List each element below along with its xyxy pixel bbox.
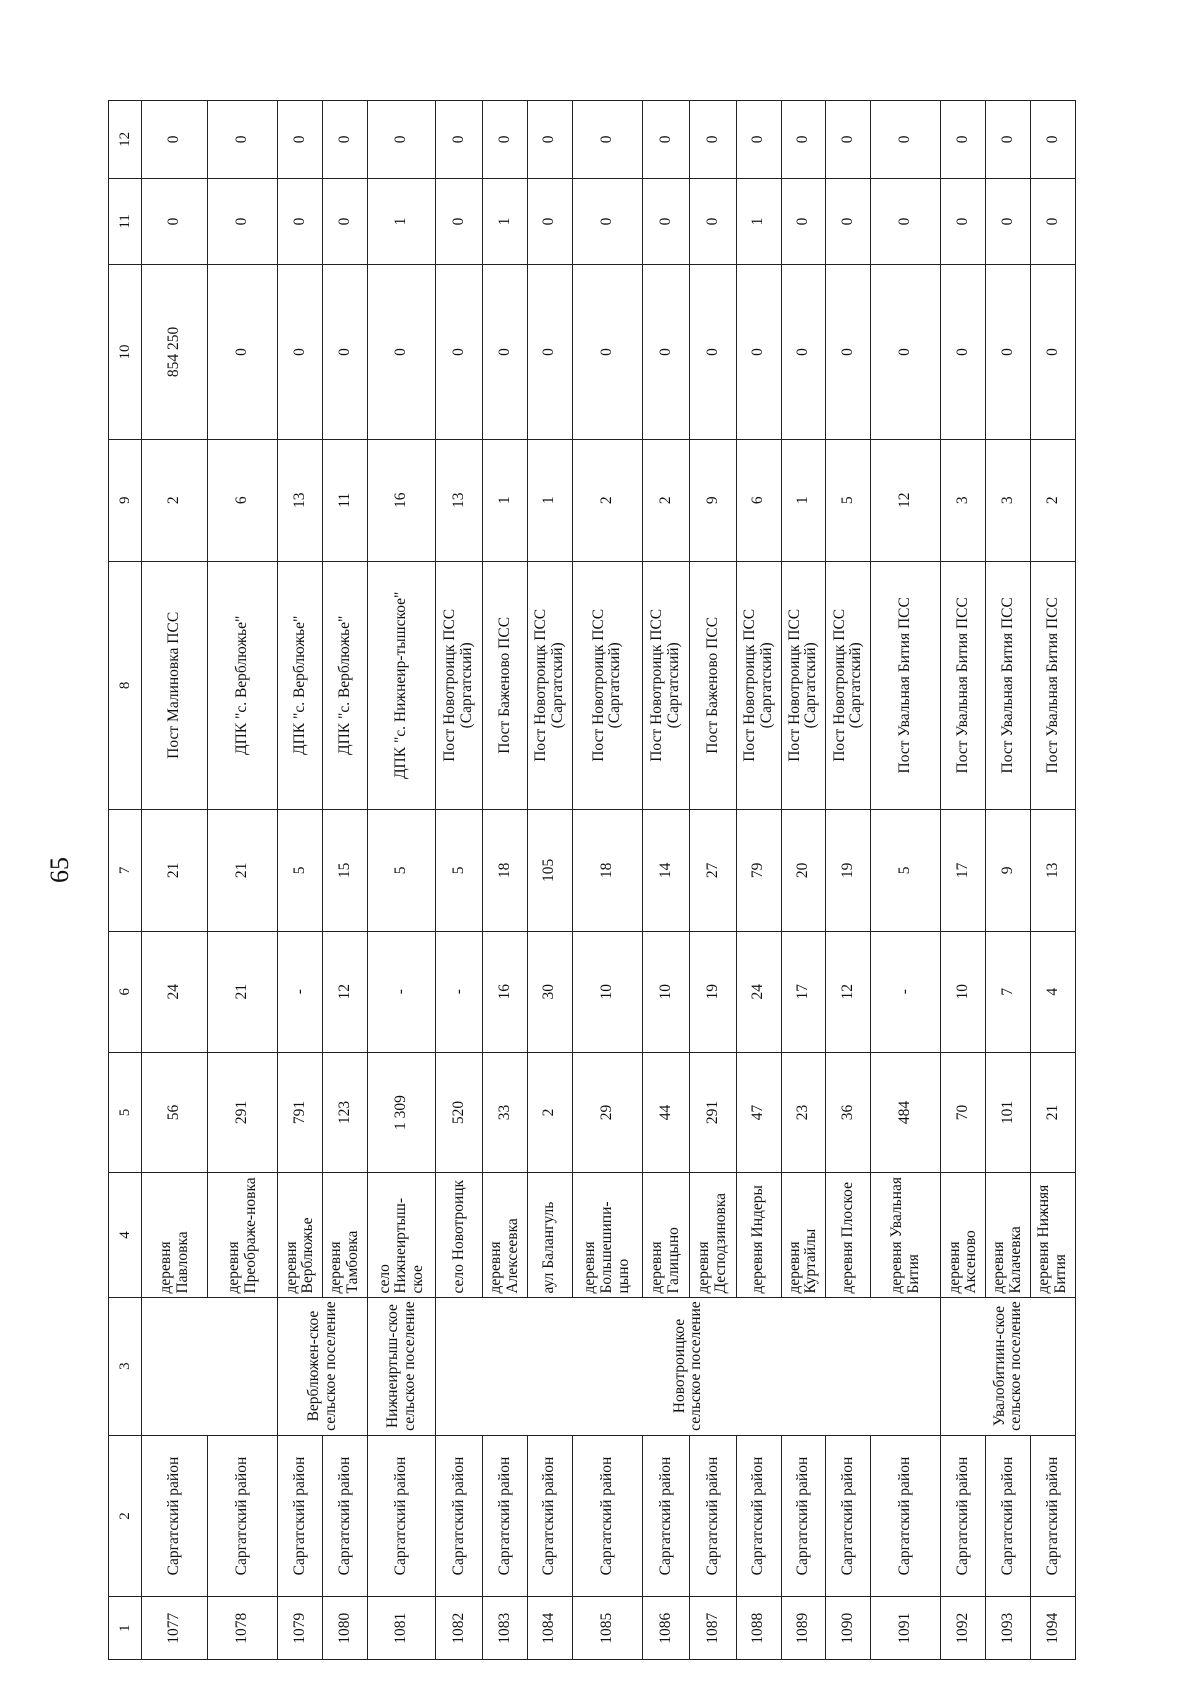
settlement-cell: деревня Павловка [142, 1173, 208, 1297]
value-cell: 10 [572, 931, 642, 1052]
fire-post-cell: Пост Баженово ПСС [483, 561, 528, 809]
settlement-cell: село Нижнеиртыш-ское [367, 1173, 435, 1297]
value-cell: 24 [736, 931, 781, 1052]
district-cell: Саргатский район [483, 1435, 528, 1597]
settlement-cell: деревня Куртайлы [781, 1173, 826, 1297]
value-cell: 123 [323, 1052, 368, 1173]
value-cell: 10 [941, 931, 986, 1052]
value-cell: 1 [483, 178, 528, 264]
district-cell: Саргатский район [323, 1435, 368, 1597]
settlement-cell: деревня Плоское [826, 1173, 871, 1297]
header-cell: 3 [109, 1297, 142, 1435]
settlement-cell: деревня Верблюжье [278, 1173, 323, 1297]
header-cell: 6 [109, 931, 142, 1052]
municipality-cell: Верблюжен-ское сельское поселение [278, 1297, 368, 1435]
settlement-cell: деревня Нижняя Бития [1031, 1173, 1076, 1297]
district-cell: Саргатский район [871, 1435, 941, 1597]
value-cell: 5 [826, 439, 871, 561]
district-cell: Саргатский район [142, 1435, 208, 1597]
value-cell: 0 [941, 101, 986, 179]
value-cell: 0 [208, 101, 278, 179]
fire-post-cell: Пост Новотроицк ПСС (Саргатский) [436, 561, 483, 809]
row-number: 1089 [781, 1597, 826, 1660]
value-cell: 0 [278, 101, 323, 179]
value-cell: 9 [689, 439, 736, 561]
value-cell: 13 [278, 439, 323, 561]
value-cell: 0 [572, 265, 642, 440]
value-cell: 17 [781, 931, 826, 1052]
value-cell: 2 [572, 439, 642, 561]
value-cell: 2 [142, 439, 208, 561]
fire-post-cell: Пост Новотроицк ПСС (Саргатский) [781, 561, 826, 809]
row-number: 1082 [436, 1597, 483, 1660]
settlement-cell: деревня Большешипи-цыно [572, 1173, 642, 1297]
value-cell: 0 [323, 178, 368, 264]
settlement-cell: деревня Индеры [736, 1173, 781, 1297]
row-number: 1094 [1031, 1597, 1076, 1660]
value-cell: 16 [367, 439, 435, 561]
value-cell: 13 [436, 439, 483, 561]
value-cell: 0 [871, 101, 941, 179]
value-cell: 0 [941, 178, 986, 264]
value-cell: 12 [826, 931, 871, 1052]
value-cell: 20 [781, 809, 826, 931]
value-cell: 0 [643, 101, 690, 179]
settlement-cell: деревня Тамбовка [323, 1173, 368, 1297]
settlement-cell: деревня Увальная Бития [871, 1173, 941, 1297]
value-cell: 0 [527, 101, 572, 179]
value-cell: 0 [941, 265, 986, 440]
value-cell: 791 [278, 1052, 323, 1173]
header-cell: 11 [109, 178, 142, 264]
row-number: 1081 [367, 1597, 435, 1660]
value-cell: 1 [527, 439, 572, 561]
row-number: 1084 [527, 1597, 572, 1660]
value-cell: 854 250 [142, 265, 208, 440]
row-number: 1087 [689, 1597, 736, 1660]
header-cell: 5 [109, 1052, 142, 1173]
value-cell: 0 [871, 265, 941, 440]
municipality-cell: Новотроицкое сельское поселение [436, 1297, 941, 1435]
value-cell: 0 [736, 101, 781, 179]
municipality-cell [142, 1297, 278, 1435]
value-cell: 10 [643, 931, 690, 1052]
fire-post-cell: Пост Увальная Бития ПСС [1031, 561, 1076, 809]
value-cell: 7 [986, 931, 1031, 1052]
value-cell: 0 [142, 178, 208, 264]
value-cell: 291 [689, 1052, 736, 1173]
fire-post-cell: Пост Новотроицк ПСС (Саргатский) [527, 561, 572, 809]
municipality-cell: Нижнеиртыш-ское сельское поселение [367, 1297, 435, 1435]
district-cell: Саргатский район [208, 1435, 278, 1597]
fire-post-cell: Пост Новотроицк ПСС (Саргатский) [572, 561, 642, 809]
table-rotated-container [108, 100, 1076, 1660]
value-cell: 0 [572, 178, 642, 264]
value-cell: 23 [781, 1052, 826, 1173]
fire-post-cell: Пост Новотроицк ПСС (Саргатский) [826, 561, 871, 809]
header-cell: 2 [109, 1435, 142, 1597]
row-number: 1085 [572, 1597, 642, 1660]
value-cell: 0 [572, 101, 642, 179]
value-cell: 0 [986, 101, 1031, 179]
fire-post-cell: Пост Увальная Бития ПСС [986, 561, 1031, 809]
value-cell: 0 [367, 265, 435, 440]
district-cell: Саргатский район [736, 1435, 781, 1597]
value-cell: 17 [941, 809, 986, 931]
table-row [941, 101, 986, 1660]
value-cell: 1 309 [367, 1052, 435, 1173]
value-cell: 101 [986, 1052, 1031, 1173]
row-number: 1091 [871, 1597, 941, 1660]
row-number: 1086 [643, 1597, 690, 1660]
value-cell: 27 [689, 809, 736, 931]
value-cell: 47 [736, 1052, 781, 1173]
value-cell: 15 [323, 809, 368, 931]
value-cell: - [436, 931, 483, 1052]
settlement-cell: деревня Алексеевка [483, 1173, 528, 1297]
value-cell: 2 [643, 439, 690, 561]
value-cell: 0 [736, 265, 781, 440]
value-cell: 29 [572, 1052, 642, 1173]
value-cell: 0 [323, 265, 368, 440]
value-cell: 33 [483, 1052, 528, 1173]
district-cell: Саргатский район [689, 1435, 736, 1597]
settlement-cell: деревня Калачевка [986, 1173, 1031, 1297]
value-cell: 5 [436, 809, 483, 931]
value-cell: 0 [826, 101, 871, 179]
data-table [108, 100, 1076, 1660]
settlement-cell: аул Балангуль [527, 1173, 572, 1297]
value-cell: 21 [1031, 1052, 1076, 1173]
value-cell: 0 [689, 101, 736, 179]
value-cell: 1 [367, 178, 435, 264]
value-cell: 1 [781, 439, 826, 561]
settlement-cell: деревня Преображе-новка [208, 1173, 278, 1297]
value-cell: 1 [736, 178, 781, 264]
table-row [142, 101, 208, 1660]
district-cell: Саргатский район [1031, 1435, 1076, 1597]
row-number: 1080 [323, 1597, 368, 1660]
row-number: 1083 [483, 1597, 528, 1660]
fire-post-cell: Пост Новотроицк ПСС (Саргатский) [643, 561, 690, 809]
value-cell: 0 [278, 178, 323, 264]
fire-post-cell: ДПК "с. Верблюжье" [278, 561, 323, 809]
value-cell: - [871, 931, 941, 1052]
fire-post-cell: Пост Малиновка ПСС [142, 561, 208, 809]
value-cell: 6 [208, 439, 278, 561]
page-number: 65 [45, 857, 74, 883]
value-cell: 0 [483, 101, 528, 179]
value-cell: 0 [323, 101, 368, 179]
value-cell: 5 [367, 809, 435, 931]
district-cell: Саргатский район [986, 1435, 1031, 1597]
value-cell: 0 [278, 265, 323, 440]
fire-post-cell: ДПК "с. Нижнеир-тышское" [367, 561, 435, 809]
table-row [367, 101, 435, 1660]
value-cell: 291 [208, 1052, 278, 1173]
value-cell: 2 [527, 1052, 572, 1173]
row-number: 1079 [278, 1597, 323, 1660]
table-row [278, 101, 323, 1660]
value-cell: 0 [142, 101, 208, 179]
value-cell: 0 [986, 265, 1031, 440]
value-cell: 56 [142, 1052, 208, 1173]
value-cell: 12 [323, 931, 368, 1052]
value-cell: 0 [689, 265, 736, 440]
value-cell: 0 [527, 265, 572, 440]
value-cell: 0 [871, 178, 941, 264]
value-cell: 13 [1031, 809, 1076, 931]
header-row [109, 101, 142, 1660]
value-cell: 0 [483, 265, 528, 440]
value-cell: 21 [208, 809, 278, 931]
fire-post-cell: ДПК "с. Верблюжье" [323, 561, 368, 809]
fire-post-cell: Пост Новотроицк ПСС (Саргатский) [736, 561, 781, 809]
row-number: 1077 [142, 1597, 208, 1660]
settlement-cell: деревня Аксеново [941, 1173, 986, 1297]
row-number: 1090 [826, 1597, 871, 1660]
value-cell: 4 [1031, 931, 1076, 1052]
value-cell: 3 [986, 439, 1031, 561]
district-cell: Саргатский район [436, 1435, 483, 1597]
district-cell: Саргатский район [941, 1435, 986, 1597]
value-cell: 16 [483, 931, 528, 1052]
value-cell: 0 [781, 101, 826, 179]
fire-post-cell: Пост Увальная Бития ПСС [871, 561, 941, 809]
value-cell: 105 [527, 809, 572, 931]
district-cell: Саргатский район [278, 1435, 323, 1597]
row-number: 1092 [941, 1597, 986, 1660]
value-cell: 0 [1031, 178, 1076, 264]
value-cell: 484 [871, 1052, 941, 1173]
header-cell: 12 [109, 101, 142, 179]
value-cell: 0 [781, 265, 826, 440]
value-cell: 14 [643, 809, 690, 931]
value-cell: 0 [689, 178, 736, 264]
value-cell: 0 [208, 178, 278, 264]
value-cell: 0 [527, 178, 572, 264]
value-cell: 0 [826, 178, 871, 264]
district-cell: Саргатский район [781, 1435, 826, 1597]
value-cell: - [278, 931, 323, 1052]
value-cell: 18 [483, 809, 528, 931]
value-cell: 30 [527, 931, 572, 1052]
header-cell: 7 [109, 809, 142, 931]
value-cell: 0 [643, 178, 690, 264]
value-cell: 0 [826, 265, 871, 440]
value-cell: 5 [278, 809, 323, 931]
value-cell: 0 [436, 265, 483, 440]
header-cell: 4 [109, 1173, 142, 1297]
value-cell: 12 [871, 439, 941, 561]
district-cell: Саргатский район [572, 1435, 642, 1597]
value-cell: 0 [367, 101, 435, 179]
value-cell: 18 [572, 809, 642, 931]
value-cell: 0 [986, 178, 1031, 264]
value-cell: 70 [941, 1052, 986, 1173]
value-cell: 9 [986, 809, 1031, 931]
value-cell: 0 [643, 265, 690, 440]
settlement-cell: деревня Десподзиновка [689, 1173, 736, 1297]
row-number: 1093 [986, 1597, 1031, 1660]
value-cell: 24 [142, 931, 208, 1052]
value-cell: 19 [689, 931, 736, 1052]
value-cell: 36 [826, 1052, 871, 1173]
row-number: 1078 [208, 1597, 278, 1660]
fire-post-cell: Пост Увальная Бития ПСС [941, 561, 986, 809]
district-cell: Саргатский район [527, 1435, 572, 1597]
value-cell: - [367, 931, 435, 1052]
value-cell: 0 [1031, 101, 1076, 179]
municipality-cell: Увалобитиин-ское сельское поселение [941, 1297, 1076, 1435]
value-cell: 79 [736, 809, 781, 931]
header-cell: 1 [109, 1597, 142, 1660]
header-cell: 8 [109, 561, 142, 809]
header-cell: 9 [109, 439, 142, 561]
value-cell: 0 [436, 178, 483, 264]
value-cell: 11 [323, 439, 368, 561]
value-cell: 0 [436, 101, 483, 179]
value-cell: 2 [1031, 439, 1076, 561]
value-cell: 6 [736, 439, 781, 561]
settlement-cell: село Новотроицк [436, 1173, 483, 1297]
table-row [436, 101, 483, 1660]
fire-post-cell: Пост Баженово ПСС [689, 561, 736, 809]
value-cell: 0 [208, 265, 278, 440]
value-cell: 5 [871, 809, 941, 931]
value-cell: 21 [142, 809, 208, 931]
row-number: 1088 [736, 1597, 781, 1660]
value-cell: 520 [436, 1052, 483, 1173]
value-cell: 3 [941, 439, 986, 561]
header-cell: 10 [109, 265, 142, 440]
value-cell: 0 [781, 178, 826, 264]
fire-post-cell: ДПК "с. Верблюжье" [208, 561, 278, 809]
district-cell: Саргатский район [643, 1435, 690, 1597]
district-cell: Саргатский район [826, 1435, 871, 1597]
settlement-cell: деревня Галицыно [643, 1173, 690, 1297]
value-cell: 21 [208, 931, 278, 1052]
value-cell: 0 [1031, 265, 1076, 440]
value-cell: 19 [826, 809, 871, 931]
value-cell: 44 [643, 1052, 690, 1173]
district-cell: Саргатский район [367, 1435, 435, 1597]
value-cell: 1 [483, 439, 528, 561]
